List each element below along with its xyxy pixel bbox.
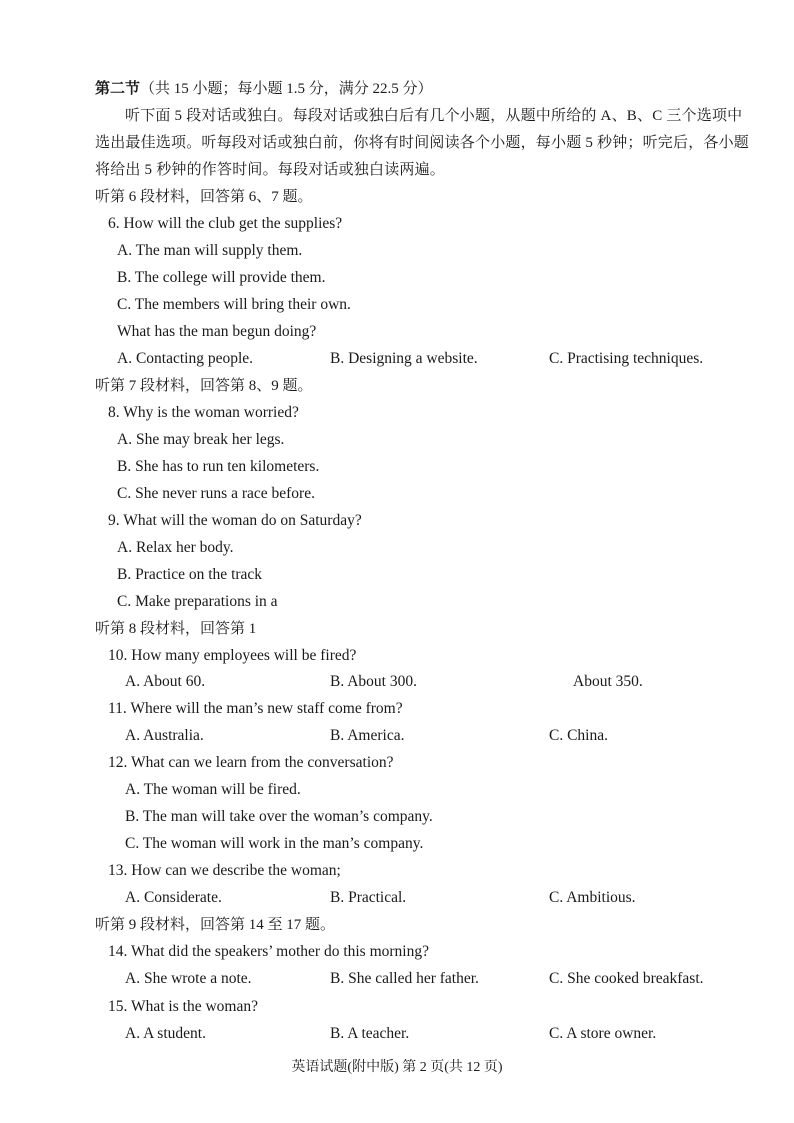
intro-line: 选出最佳选项。听每段对话或独白前，你将有时间阅读各个小题，每小题 5 秒钟；听完后，各小题 bbox=[95, 135, 750, 151]
option-b: B. The college will provide them. bbox=[117, 269, 326, 286]
material-heading: 听第 6 段材料，回答第 6、7 题。 bbox=[95, 189, 313, 205]
question-number: 9. bbox=[108, 512, 120, 529]
option-b: B. She has to run ten kilometers. bbox=[117, 458, 320, 475]
option-a: A. A student. bbox=[125, 1025, 206, 1042]
question-7 bbox=[117, 323, 316, 341]
question-text: What has the man begun doing? bbox=[117, 323, 317, 340]
question-number: 11. bbox=[108, 700, 127, 717]
material-heading: 听第 9 段材料，回答第 14 至 17 题。 bbox=[95, 917, 336, 933]
option-c: C. China. bbox=[549, 727, 608, 744]
question-text: How many employees will be fired? bbox=[131, 647, 357, 664]
question-12 bbox=[108, 754, 394, 772]
option-a: A. The man will supply them. bbox=[117, 242, 303, 259]
material-heading: 听第 8 段材料，回答第 1 bbox=[95, 621, 257, 637]
option-b: B. A teacher. bbox=[330, 1025, 410, 1042]
option-b: B. She called her father. bbox=[330, 970, 479, 987]
option-a: A. She wrote a note. bbox=[125, 970, 252, 987]
option-b: B. The man will take over the woman’s company. bbox=[125, 808, 433, 825]
option-c: C. The woman will work in the man’s company. bbox=[125, 835, 424, 852]
question-6 bbox=[108, 215, 342, 233]
section-title: 第二节 bbox=[95, 81, 141, 97]
option-a: A. About 60. bbox=[125, 673, 206, 690]
option-c: C. Ambitious. bbox=[549, 889, 636, 906]
question-text: Why is the woman worried? bbox=[123, 404, 299, 421]
intro-line: 将给出 5 秒钟的作答时间。每段对话或独白读两遍。 bbox=[95, 162, 446, 178]
question-10 bbox=[108, 647, 356, 665]
option-b: B. Practical. bbox=[330, 889, 407, 906]
option-b: B. About 300. bbox=[330, 673, 417, 690]
option-b: B. Designing a website. bbox=[330, 350, 478, 367]
question-number: 14. bbox=[108, 943, 128, 960]
question-9 bbox=[108, 512, 362, 530]
option-a: A. The woman will be fired. bbox=[125, 781, 301, 798]
option-c: C. The members will bring their own. bbox=[117, 296, 351, 313]
option-a: A. Relax her body. bbox=[117, 539, 234, 556]
option-b: B. Practice on the track bbox=[117, 566, 263, 583]
question-number: 13. bbox=[108, 862, 128, 879]
question-text: How will the club get the supplies? bbox=[123, 215, 343, 232]
option-c: About 350. bbox=[573, 673, 643, 690]
section-note: （共 15 小题；每小题 1.5 分，满分 22.5 分） bbox=[140, 81, 433, 97]
question-text: Where will the man’s new staff come from? bbox=[130, 700, 403, 717]
option-a: A. Considerate. bbox=[125, 889, 222, 906]
question-text: What will the woman do on Saturday? bbox=[123, 512, 362, 529]
question-text: What can we learn from the conversation? bbox=[130, 754, 394, 771]
section-header bbox=[95, 80, 433, 98]
question-11 bbox=[108, 700, 403, 718]
question-8 bbox=[108, 404, 299, 422]
intro-line: 听下面 5 段对话或独白。每段对话或独白后有几个小题，从题中所给的 A、B、C 三个选项中 bbox=[125, 108, 743, 124]
question-text: What is the woman? bbox=[130, 998, 258, 1015]
option-c: C. Practising techniques. bbox=[549, 350, 704, 367]
option-a: A. Contacting people. bbox=[117, 350, 254, 367]
question-13 bbox=[108, 862, 341, 880]
question-number: 6. bbox=[108, 215, 120, 232]
option-c: C. Make preparations in a bbox=[117, 593, 278, 610]
question-text: What did the speakers’ mother do this morning? bbox=[130, 943, 429, 960]
question-text: How can we describe the woman; bbox=[131, 862, 341, 879]
question-15 bbox=[108, 998, 258, 1016]
option-a: A. Australia. bbox=[125, 727, 204, 744]
option-c: C. She never runs a race before. bbox=[117, 485, 315, 502]
question-number: 8. bbox=[108, 404, 120, 421]
option-b: B. America. bbox=[330, 727, 405, 744]
option-c: C. A store owner. bbox=[549, 1025, 657, 1042]
page-footer: 英语试题(附中版) 第 2 页(共 12 页) bbox=[291, 1060, 503, 1075]
material-heading: 听第 7 段材料，回答第 8、9 题。 bbox=[95, 378, 313, 394]
question-number: 10. bbox=[108, 647, 128, 664]
option-c: C. She cooked breakfast. bbox=[549, 970, 704, 987]
option-a: A. She may break her legs. bbox=[117, 431, 285, 448]
question-14 bbox=[108, 943, 429, 961]
question-number: 15. bbox=[108, 998, 128, 1015]
question-number: 12. bbox=[108, 754, 128, 771]
